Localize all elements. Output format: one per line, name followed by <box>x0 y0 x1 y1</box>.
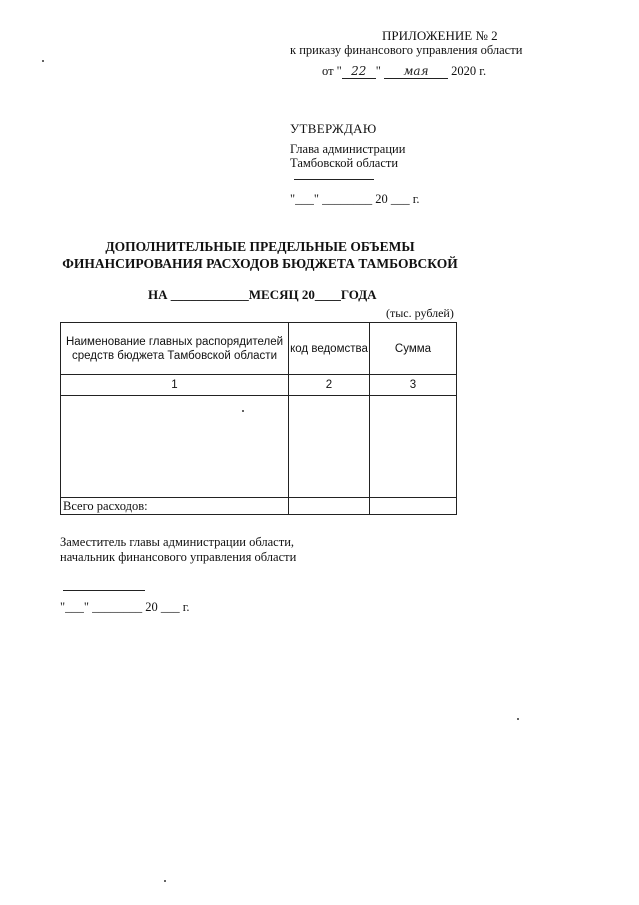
total-label: Всего расходов: <box>61 498 289 515</box>
scan-speck <box>517 718 519 720</box>
appendix-title: ПРИЛОЖЕНИЕ № 2 <box>382 28 498 43</box>
header-recipient-name: Наименование главных распорядителей средств бюджета Тамбовской области <box>61 323 289 375</box>
table-cell-code <box>289 396 370 498</box>
appendix-order-reference: к приказу финансового управления области <box>290 43 523 57</box>
scan-speck <box>42 60 44 62</box>
total-cell-code <box>289 498 370 515</box>
date-year: 2020 г. <box>451 64 487 78</box>
date-day-handwritten: 22 <box>342 64 376 79</box>
footer-signer-line1: Заместитель главы администрации области, <box>60 535 295 549</box>
approval-position-line2: Тамбовской области <box>290 156 399 170</box>
footer-date-row: "___" ________ 20 ___ г. <box>60 600 190 614</box>
column-number-1: 1 <box>61 375 289 396</box>
table-header-row <box>61 323 457 375</box>
approval-title: УТВЕРЖДАЮ <box>290 121 377 136</box>
document-title-line1: ДОПОЛНИТЕЛЬНЫЕ ПРЕДЕЛЬНЫЕ ОБЪЕМЫ <box>105 239 415 254</box>
date-quote: " <box>375 64 381 78</box>
total-row <box>61 498 457 515</box>
column-number-3: 3 <box>370 375 457 396</box>
scan-speck <box>164 880 166 882</box>
total-cell-amount <box>370 498 457 515</box>
header-amount: Сумма <box>370 323 457 375</box>
scan-speck <box>242 410 244 412</box>
footer-signer-line2: начальник финансового управления области <box>60 550 297 564</box>
date-prefix: от " <box>322 64 342 78</box>
date-month-handwritten: мая <box>384 64 448 79</box>
footer-signature-line <box>63 590 145 591</box>
table-row <box>61 396 457 498</box>
document-period: НА ____________МЕСЯЦ 20____ГОДА <box>148 287 377 302</box>
table-cell-amount <box>370 396 457 498</box>
appendix-date-row <box>322 64 486 79</box>
column-number-row <box>61 375 457 396</box>
budget-table <box>60 322 457 515</box>
units-label: (тыс. рублей) <box>386 306 454 320</box>
header-department-code: код ведомства <box>289 323 370 375</box>
approval-position-line1: Глава администрации <box>290 142 406 156</box>
table-cell-name <box>61 396 289 498</box>
approval-date-row: "___" ________ 20 ___ г. <box>290 192 420 206</box>
document-title-line2: ФИНАНСИРОВАНИЯ РАСХОДОВ БЮДЖЕТА ТАМБОВСКОЙ <box>62 256 458 271</box>
column-number-2: 2 <box>289 375 370 396</box>
approval-signature-line <box>294 179 374 180</box>
